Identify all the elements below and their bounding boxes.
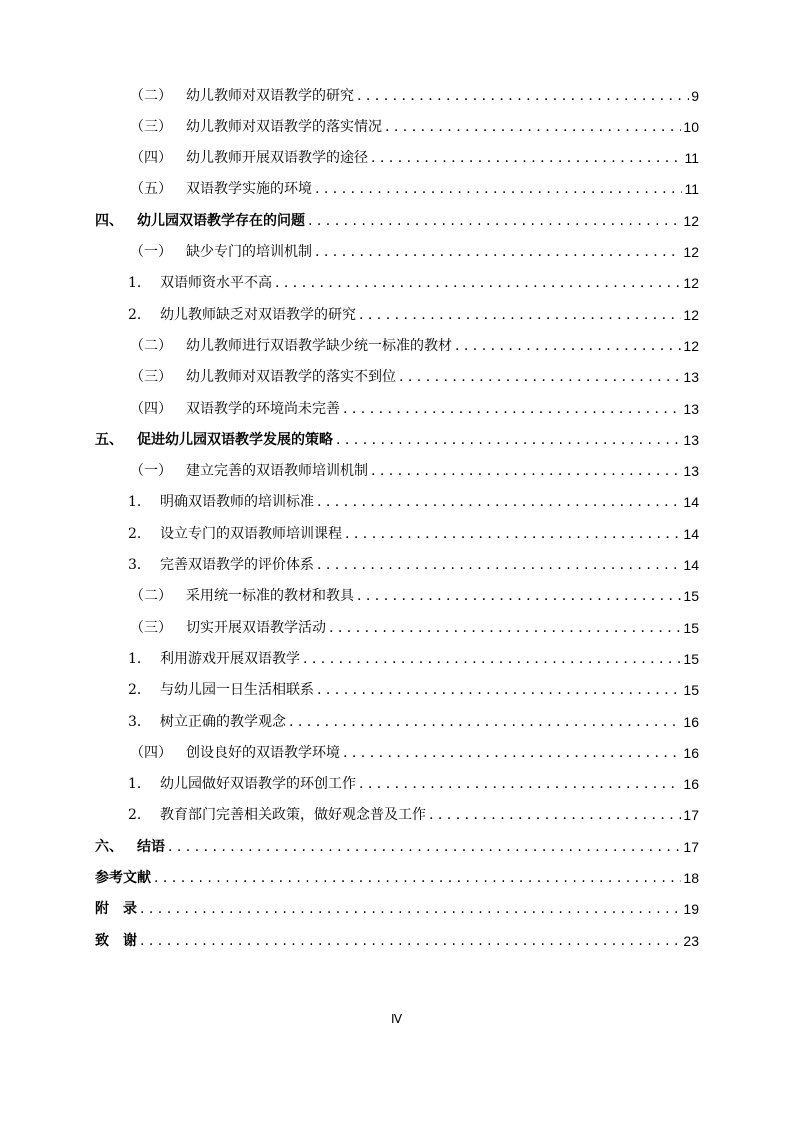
toc-entry[interactable] — [95, 424, 699, 455]
toc-entry-page: 13 — [683, 463, 699, 480]
toc-entry-number: 五、 — [95, 431, 123, 448]
toc-entry-page: 15 — [683, 588, 699, 605]
toc-entry-number: （二） — [130, 588, 172, 605]
toc-entry-title: 双语教学的环境尚未完善 — [186, 400, 340, 417]
toc-entry[interactable] — [128, 800, 699, 831]
toc-entry[interactable] — [130, 612, 699, 643]
toc-entry[interactable] — [95, 925, 699, 956]
toc-entry-page: 19 — [683, 901, 699, 918]
toc-entry-page: 15 — [683, 650, 699, 667]
dot-leader — [303, 650, 681, 668]
toc-entry-title: 幼儿教师对双语教学的落实情况 — [186, 118, 382, 135]
dot-leader — [357, 587, 681, 605]
toc-entry[interactable] — [95, 894, 699, 925]
toc-entry[interactable] — [95, 831, 699, 862]
toc-entry-title: 切实开展双语教学活动 — [186, 619, 326, 636]
dot-leader — [359, 306, 681, 324]
dot-leader — [371, 149, 682, 167]
toc-entry[interactable] — [130, 237, 699, 268]
toc-entry[interactable] — [130, 362, 699, 393]
dot-leader — [308, 212, 681, 230]
dot-leader — [289, 713, 681, 731]
toc-entry-page: 12 — [683, 212, 699, 229]
toc-entry-page: 12 — [683, 275, 699, 292]
toc-entry-title: 明确双语教师的培训标准 — [160, 494, 314, 511]
toc-entry-number: 1． — [128, 494, 151, 511]
dot-leader — [317, 493, 681, 511]
toc-entry-page: 18 — [683, 870, 699, 886]
dot-leader — [317, 556, 681, 574]
toc-entry-title: 幼儿教师缺乏对双语教学的研究 — [160, 306, 356, 323]
dot-leader — [371, 462, 681, 480]
toc-entry-page: 13 — [683, 431, 699, 448]
toc-entry-number: （二） — [130, 87, 172, 104]
toc-entry[interactable] — [130, 111, 699, 142]
toc-entry-title: 幼儿教师开展双语教学的途径 — [186, 150, 368, 167]
toc-entry-number: 3． — [128, 557, 151, 573]
toc-entry-title: 创设良好的双语教学环境 — [186, 744, 340, 761]
toc-entry-page: 13 — [683, 369, 699, 386]
toc-entry-title: 双语教学实施的环境 — [186, 181, 312, 198]
dot-leader — [315, 180, 682, 198]
toc-entry-page: 12 — [683, 337, 699, 354]
toc-entry-number: 2． — [128, 306, 151, 323]
toc-entry-page: 17 — [683, 807, 699, 824]
toc-entry[interactable] — [130, 456, 699, 487]
dot-leader — [385, 118, 681, 136]
dot-leader — [275, 274, 681, 292]
toc-entry-title: 结语 — [137, 838, 165, 855]
toc-entry[interactable] — [130, 330, 699, 361]
toc-entry-page: 10 — [683, 118, 699, 135]
toc-entry-title: 教育部门完善相关政策，做好观念普及工作 — [160, 807, 426, 824]
toc-entry-number: 1． — [128, 650, 151, 667]
toc-entry-page: 9 — [691, 87, 699, 104]
page-number: Ⅳ — [390, 1012, 403, 1026]
toc-entry[interactable] — [130, 174, 699, 205]
dot-leader — [357, 87, 689, 105]
toc-entry-number: 2． — [128, 807, 151, 824]
toc-entry-number: （三） — [130, 118, 172, 135]
toc-entry-title: 建立完善的双语教师培训机制 — [186, 463, 368, 480]
toc-entry-page: 16 — [683, 744, 699, 761]
toc-entry-title: 幼儿教师对双语教学的研究 — [186, 87, 354, 104]
toc-entry[interactable] — [128, 769, 699, 800]
toc-entry-title: 设立专门的双语教师培训课程 — [160, 525, 342, 542]
dot-leader — [345, 525, 681, 543]
toc-entry-title: 幼儿教师对双语教学的落实不到位 — [186, 369, 396, 386]
toc-entry-page: 14 — [683, 494, 699, 511]
toc-entry[interactable] — [128, 518, 699, 549]
toc-entry-number: （五） — [130, 181, 172, 198]
toc-entry-page: 16 — [683, 713, 699, 730]
toc-entry-number: （三） — [130, 369, 172, 386]
toc-entry-title: 幼儿园做好双语教学的环创工作 — [160, 776, 356, 793]
dot-leader — [343, 400, 681, 418]
toc-entry-number: 1． — [128, 776, 151, 793]
toc-entry[interactable] — [128, 675, 699, 706]
toc-entry-title: 缺少专门的培训机制 — [186, 244, 312, 260]
toc-entry[interactable] — [95, 205, 699, 236]
toc-entry-title: 采用统一标准的教材和教具 — [186, 588, 354, 605]
toc-entry-title: 附 录 — [95, 901, 137, 918]
toc-entry-page: 12 — [683, 244, 699, 260]
dot-leader — [140, 900, 681, 918]
toc-entry-title: 幼儿园双语教学存在的问题 — [137, 212, 305, 229]
dot-leader — [154, 869, 681, 887]
toc-entry-page: 23 — [683, 932, 699, 949]
toc-entry-page: 11 — [684, 181, 699, 198]
toc-entry[interactable] — [128, 550, 699, 581]
toc-entry-page: 15 — [683, 619, 699, 636]
toc-entry[interactable] — [130, 581, 699, 612]
toc-entry-title: 致 谢 — [95, 932, 137, 949]
toc-entry-page: 14 — [683, 525, 699, 542]
toc-entry-number: （三） — [130, 619, 172, 636]
dot-leader — [455, 337, 681, 355]
toc-entry[interactable] — [130, 393, 699, 424]
dot-leader — [343, 744, 681, 762]
toc-entry[interactable] — [130, 737, 699, 768]
dot-leader — [359, 775, 681, 793]
toc-entry-number: 四、 — [95, 212, 123, 229]
toc-entry-page: 11 — [684, 150, 699, 167]
toc-entry-page: 16 — [683, 776, 699, 793]
toc-entry-number: 3． — [128, 713, 151, 730]
dot-leader — [329, 619, 681, 637]
toc-entry[interactable] — [128, 487, 699, 518]
dot-leader — [429, 806, 681, 824]
toc-entry-page: 17 — [683, 838, 699, 855]
toc-entry-number: 2． — [128, 682, 151, 699]
toc-entry-title: 促进幼儿园双语教学发展的策略 — [137, 431, 333, 448]
dot-leader — [315, 243, 681, 261]
dot-leader — [140, 932, 681, 950]
toc-entry[interactable] — [128, 643, 699, 674]
dot-leader — [336, 431, 681, 449]
dot-leader — [168, 838, 681, 856]
toc-entry-title: 树立正确的教学观念 — [160, 713, 286, 730]
toc-entry[interactable] — [128, 268, 699, 299]
toc-entry-title: 参考文献 — [95, 870, 151, 886]
toc-entry-number: （四） — [130, 150, 172, 167]
toc-entry-page: 12 — [683, 306, 699, 323]
toc-entry-title: 完善双语教学的评价体系 — [160, 557, 314, 573]
dot-leader — [317, 681, 681, 699]
toc-entry-number: 2． — [128, 525, 151, 542]
toc-entry-page: 13 — [683, 400, 699, 417]
dot-leader — [399, 368, 681, 386]
toc-entry-number: （一） — [130, 244, 172, 260]
toc-entry[interactable] — [128, 706, 699, 737]
toc-entry-number: （四） — [130, 744, 172, 761]
toc-entry[interactable] — [130, 143, 699, 174]
toc-entry-number: （四） — [130, 400, 172, 417]
toc-entry-number: （一） — [130, 463, 172, 480]
toc-entry[interactable] — [130, 80, 699, 111]
toc-entry-page: 14 — [683, 557, 699, 573]
toc-entry-title: 双语师资水平不高 — [160, 275, 272, 292]
toc-entry-page: 15 — [683, 682, 699, 699]
toc-entry-title: 与幼儿园一日生活相联系 — [160, 682, 314, 699]
toc-entry-title: 利用游戏开展双语教学 — [160, 650, 300, 667]
toc-entry[interactable] — [95, 863, 699, 894]
toc-entry-number: 1． — [128, 275, 151, 292]
toc-entry-number: 六、 — [95, 838, 123, 855]
toc-entry-number: （二） — [130, 337, 172, 354]
toc-entry[interactable] — [128, 299, 699, 330]
toc-entry-title: 幼儿教师进行双语教学缺少统一标准的教材 — [186, 337, 452, 354]
